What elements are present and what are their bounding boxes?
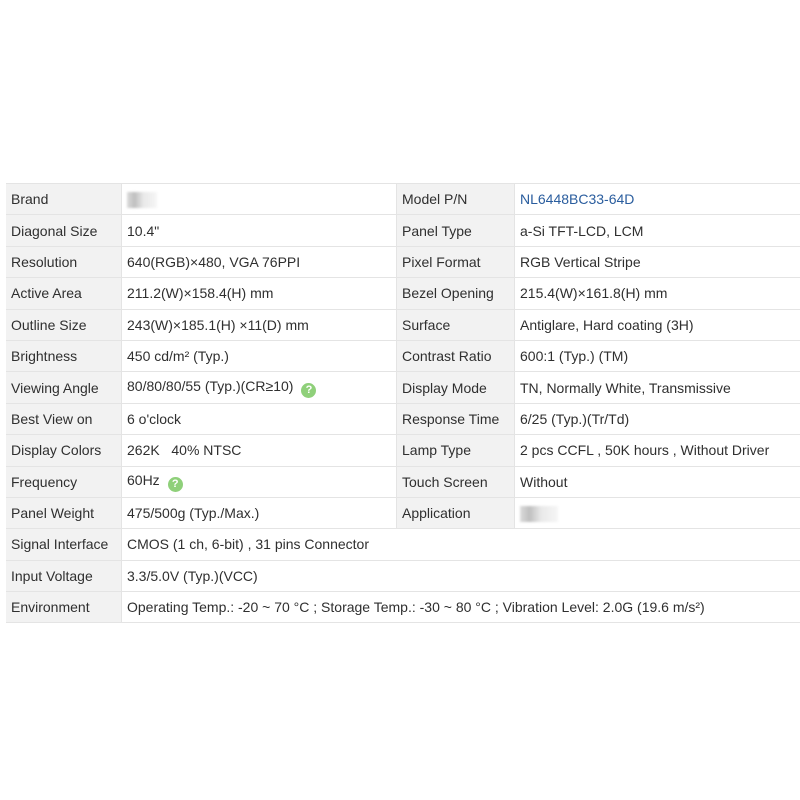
spec-label: Application	[397, 497, 515, 528]
spec-label: Resolution	[6, 246, 122, 277]
table-row	[6, 184, 800, 215]
spec-label: Frequency	[6, 466, 122, 497]
spec-label: Touch Screen	[397, 466, 515, 497]
spec-value: 262K 40% NTSC	[122, 435, 397, 466]
table-row	[6, 215, 800, 246]
spec-value: 6/25 (Typ.)(Tr/Td)	[515, 403, 800, 434]
spec-value: 211.2(W)×158.4(H) mm	[122, 278, 397, 309]
spec-value: Antiglare, Hard coating (3H)	[515, 309, 800, 340]
spec-label: Display Mode	[397, 372, 515, 403]
table-row	[6, 435, 800, 466]
table-row	[6, 560, 800, 591]
spec-label: Environment	[6, 592, 122, 623]
spec-value: 10.4"	[122, 215, 397, 246]
spec-label: Brand	[6, 184, 122, 215]
spec-value: 450 cd/m² (Typ.)	[122, 340, 397, 371]
spec-label: Bezel Opening	[397, 278, 515, 309]
table-row	[6, 497, 800, 528]
spec-label: Contrast Ratio	[397, 340, 515, 371]
table-row	[6, 592, 800, 623]
spec-value-cell	[122, 466, 397, 497]
table-row	[6, 340, 800, 371]
application-image	[520, 506, 558, 522]
help-icon[interactable]: ?	[168, 477, 183, 492]
model-link[interactable]: NL6448BC33-64D	[515, 184, 800, 215]
table-row	[6, 529, 800, 560]
brand-logo	[127, 192, 157, 208]
spec-label: Panel Weight	[6, 497, 122, 528]
spec-value: 80/80/80/55 (Typ.)(CR≥10)	[127, 377, 294, 394]
spec-value: a-Si TFT-LCD, LCM	[515, 215, 800, 246]
spec-value: 2 pcs CCFL , 50K hours , Without Driver	[515, 435, 800, 466]
spec-value: CMOS (1 ch, 6-bit) , 31 pins Connector	[122, 529, 800, 560]
spec-label: Input Voltage	[6, 560, 122, 591]
spec-value-cell	[122, 372, 397, 403]
table-row	[6, 309, 800, 340]
spec-value: RGB Vertical Stripe	[515, 246, 800, 277]
spec-label: Best View on	[6, 403, 122, 434]
spec-value: 640(RGB)×480, VGA 76PPI	[122, 246, 397, 277]
table-row	[6, 403, 800, 434]
spec-label: Panel Type	[397, 215, 515, 246]
help-icon[interactable]: ?	[301, 383, 316, 398]
table-row	[6, 372, 800, 403]
spec-value-application	[515, 497, 800, 528]
spec-value: 6 o'clock	[122, 403, 397, 434]
spec-value: 475/500g (Typ./Max.)	[122, 497, 397, 528]
spec-value: 600:1 (Typ.) (TM)	[515, 340, 800, 371]
table-row	[6, 466, 800, 497]
spec-value: Operating Temp.: -20 ~ 70 °C ; Storage Temp.: -30 ~ 80 °C ; Vibration Level: 2.0G (19.6 m/s²)	[122, 592, 800, 623]
spec-value: 60Hz	[127, 471, 160, 488]
spec-label: Outline Size	[6, 309, 122, 340]
spec-value: Without	[515, 466, 800, 497]
spec-value: TN, Normally White, Transmissive	[515, 372, 800, 403]
spec-label: Lamp Type	[397, 435, 515, 466]
spec-label: Diagonal Size	[6, 215, 122, 246]
table-row	[6, 278, 800, 309]
spec-value: 215.4(W)×161.8(H) mm	[515, 278, 800, 309]
table-row	[6, 246, 800, 277]
spec-value: 243(W)×185.1(H) ×11(D) mm	[122, 309, 397, 340]
spec-label: Surface	[397, 309, 515, 340]
spec-label: Viewing Angle	[6, 372, 122, 403]
spec-label: Pixel Format	[397, 246, 515, 277]
spec-label: Brightness	[6, 340, 122, 371]
spec-label: Signal Interface	[6, 529, 122, 560]
spec-label: Active Area	[6, 278, 122, 309]
spec-table	[6, 183, 800, 623]
spec-value: 3.3/5.0V (Typ.)(VCC)	[122, 560, 800, 591]
spec-label: Display Colors	[6, 435, 122, 466]
spec-label: Model P/N	[397, 184, 515, 215]
spec-label: Response Time	[397, 403, 515, 434]
spec-value-brand	[122, 184, 397, 215]
